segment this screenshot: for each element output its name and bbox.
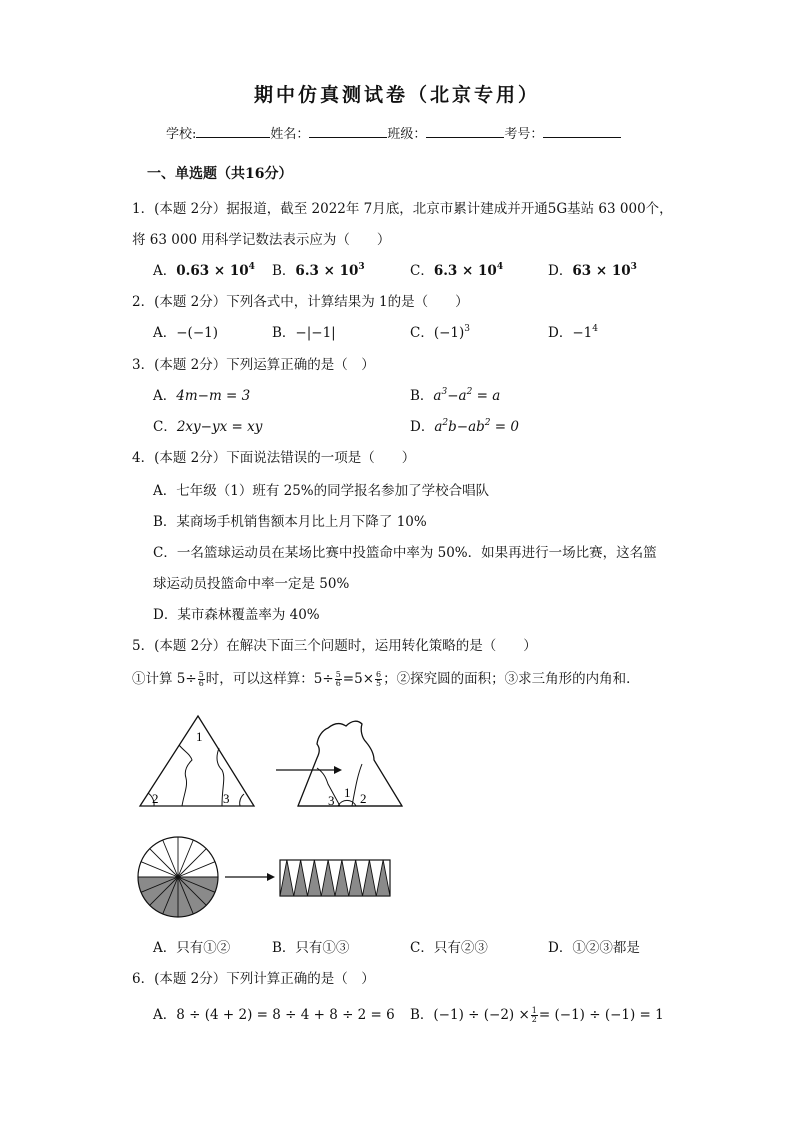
intro-text: =5× (342, 671, 375, 687)
q5-option-b[interactable]: B．只有①③ (272, 940, 350, 956)
denominator: 6 (335, 679, 341, 688)
exponent: 2 (484, 418, 491, 428)
q5-stem: 5．(本题 2分）在解决下面三个问题时，运用转化策略的是（ ） (132, 638, 537, 654)
moved-angle-label-2: 2 (360, 791, 367, 806)
q6-option-a[interactable]: A．8 ÷ (4 + 2) = 8 ÷ 4 + 8 ÷ 2 = 6 (153, 1007, 395, 1023)
option-label: A． (153, 388, 177, 404)
angle-label-3: 3 (223, 791, 230, 806)
option-label: B． (272, 325, 296, 341)
option-value: a (434, 419, 443, 435)
option-value: = 0 (490, 419, 519, 435)
q2-stem: 2．(本题 2分）下列各式中，计算结果为 1的是（ ） (132, 294, 469, 310)
sector-line (178, 849, 206, 877)
shaded-sector (349, 860, 363, 896)
name-label: 姓名： (270, 127, 310, 142)
q3-stem: 3．(本题 2分）下列运算正确的是（ ） (132, 357, 375, 373)
moved-angle-label-1: 1 (344, 785, 351, 800)
option-value: (−1) (433, 325, 465, 341)
angle-arc-3 (240, 794, 244, 806)
exponent: 4 (248, 262, 255, 272)
q5-option-a[interactable]: A．只有①② (153, 940, 231, 956)
q1-option-b[interactable] (272, 259, 365, 279)
option-value: −|−1| (295, 325, 336, 341)
exponent: 3 (441, 387, 448, 397)
fraction (335, 671, 342, 688)
school-label: 学校: (166, 127, 197, 142)
exponent: 2 (442, 418, 449, 428)
numerator: 1 (531, 1006, 537, 1015)
student-info-row (166, 123, 621, 142)
q2-option-a[interactable] (153, 321, 218, 341)
sector-strip (280, 860, 390, 896)
option-value: 6.3 × 10 (433, 263, 497, 279)
arrow-head-icon (267, 873, 275, 881)
numerator: 5 (198, 670, 204, 679)
option-value: −(−1) (176, 325, 218, 341)
q1-option-a[interactable] (153, 259, 255, 279)
exam-no-label: 考号： (504, 127, 544, 142)
intro-text: ①计算 5÷ (132, 671, 197, 687)
q4-option-b[interactable]: B．某商场手机销售额本月比上月下降了 10% (153, 514, 427, 530)
class-label: 班级： (387, 127, 427, 142)
q3-option-d[interactable] (410, 415, 519, 435)
shaded-sector (335, 860, 349, 896)
numerator: 6 (376, 670, 382, 679)
school-blank[interactable] (196, 124, 270, 138)
denominator: 2 (531, 1015, 537, 1024)
exponent: 3 (358, 262, 365, 272)
circle-sector-lines (138, 837, 218, 917)
q4-option-d[interactable]: D．某市森林覆盖率为 40% (153, 607, 320, 623)
fraction (375, 671, 382, 688)
option-label: A． (153, 325, 177, 341)
option-label: D． (410, 419, 435, 435)
intro-text: ；②探究圆的面积；③求三角形的内角和． (383, 671, 640, 687)
option-text: = (−1) ÷ (−1) = 1 (538, 1007, 664, 1023)
angle-label-1: 1 (196, 729, 203, 744)
shaded-sector (363, 860, 377, 896)
shaded-sector (308, 860, 322, 896)
option-value: a (433, 388, 442, 404)
option-text: B．(−1) ÷ (−2) × (410, 1007, 530, 1023)
option-label: C． (410, 263, 434, 279)
option-label: C． (153, 419, 177, 435)
option-value: −a (447, 388, 467, 404)
triangle-angle-sum-figure (130, 708, 430, 813)
q3-option-a[interactable] (153, 384, 250, 404)
option-value: 0.63 × 10 (176, 263, 249, 279)
numerator: 5 (335, 670, 341, 679)
exam-no-blank[interactable] (543, 124, 621, 138)
fraction (198, 671, 205, 688)
shaded-sector (376, 860, 390, 896)
q4-option-c-line1[interactable]: C．一名篮球运动员在某场比赛中投篮命中率为 50%．如果再进行一场比赛，这名篮 (153, 545, 657, 561)
exponent: 4 (592, 324, 598, 334)
q4-stem: 4．(本题 2分）下面说法错误的一项是（ ） (132, 450, 416, 466)
option-value: b−ab (448, 419, 485, 435)
exponent: 2 (466, 387, 473, 397)
option-label: A． (153, 263, 177, 279)
option-value: 4m−m = 3 (176, 388, 251, 404)
page-title: 期中仿真测试卷（北京专用） (253, 84, 540, 106)
option-value: 2xy−yx = xy (176, 419, 263, 435)
q3-option-b[interactable] (410, 384, 500, 404)
intro-text: 时，可以这样算：5÷ (205, 671, 334, 687)
cut-line-left (179, 745, 192, 806)
option-value: 6.3 × 10 (295, 263, 359, 279)
option-label: D． (548, 325, 573, 341)
q5-intro (132, 667, 640, 688)
option-label: B． (410, 388, 434, 404)
option-label: D． (548, 263, 573, 279)
exponent: 3 (464, 324, 471, 334)
q5-option-d[interactable]: D．①②③都是 (548, 940, 640, 956)
q2-option-c[interactable] (410, 321, 470, 341)
section-heading: 一、单选题（共16分） (147, 166, 293, 182)
name-blank[interactable] (309, 124, 387, 138)
arrow-head-icon (334, 766, 342, 774)
shaded-sector (321, 860, 335, 896)
exponent: 4 (496, 262, 504, 272)
shaded-sector (280, 860, 294, 896)
circle-area-figure (130, 832, 400, 927)
exponent: 3 (630, 262, 637, 272)
angle-label-2: 2 (152, 791, 159, 806)
option-label: C． (410, 325, 434, 341)
option-value: 63 × 10 (572, 263, 631, 279)
q3-option-c[interactable] (153, 415, 262, 435)
moved-angle-label-3: 3 (328, 793, 335, 808)
denominator: 6 (198, 679, 204, 688)
class-blank[interactable] (426, 124, 504, 138)
q1-stem-line2: 将 63 000 用科学记数法表示应为（ ） (132, 232, 391, 248)
shaded-sector (294, 860, 308, 896)
denominator: 5 (376, 679, 382, 688)
q2-option-b[interactable] (272, 321, 336, 341)
q5-option-c[interactable]: C．只有②③ (410, 940, 488, 956)
q6-option-b[interactable] (410, 1003, 664, 1024)
option-value: −1 (572, 325, 593, 341)
q2-option-d[interactable] (548, 321, 598, 341)
q4-option-a[interactable]: A．七年级（1）班有 25%的同学报名参加了学校合唱队 (153, 483, 490, 499)
sector-line (150, 849, 178, 877)
q1-stem-line1: 1．(本题 2分）据报道，截至 2022年 7月底，北京市累计建成并开通5G基站 63 000个， (132, 201, 673, 217)
q4-option-c-line2[interactable]: 球运动员投篮命中率一定是 50% (153, 576, 350, 592)
fraction (531, 1007, 538, 1024)
q1-option-d[interactable] (548, 259, 637, 279)
q6-stem: 6．(本题 2分）下列计算正确的是（ ） (132, 971, 375, 987)
option-label: B． (272, 263, 296, 279)
option-value: = a (472, 388, 501, 404)
q1-option-c[interactable] (410, 259, 503, 279)
